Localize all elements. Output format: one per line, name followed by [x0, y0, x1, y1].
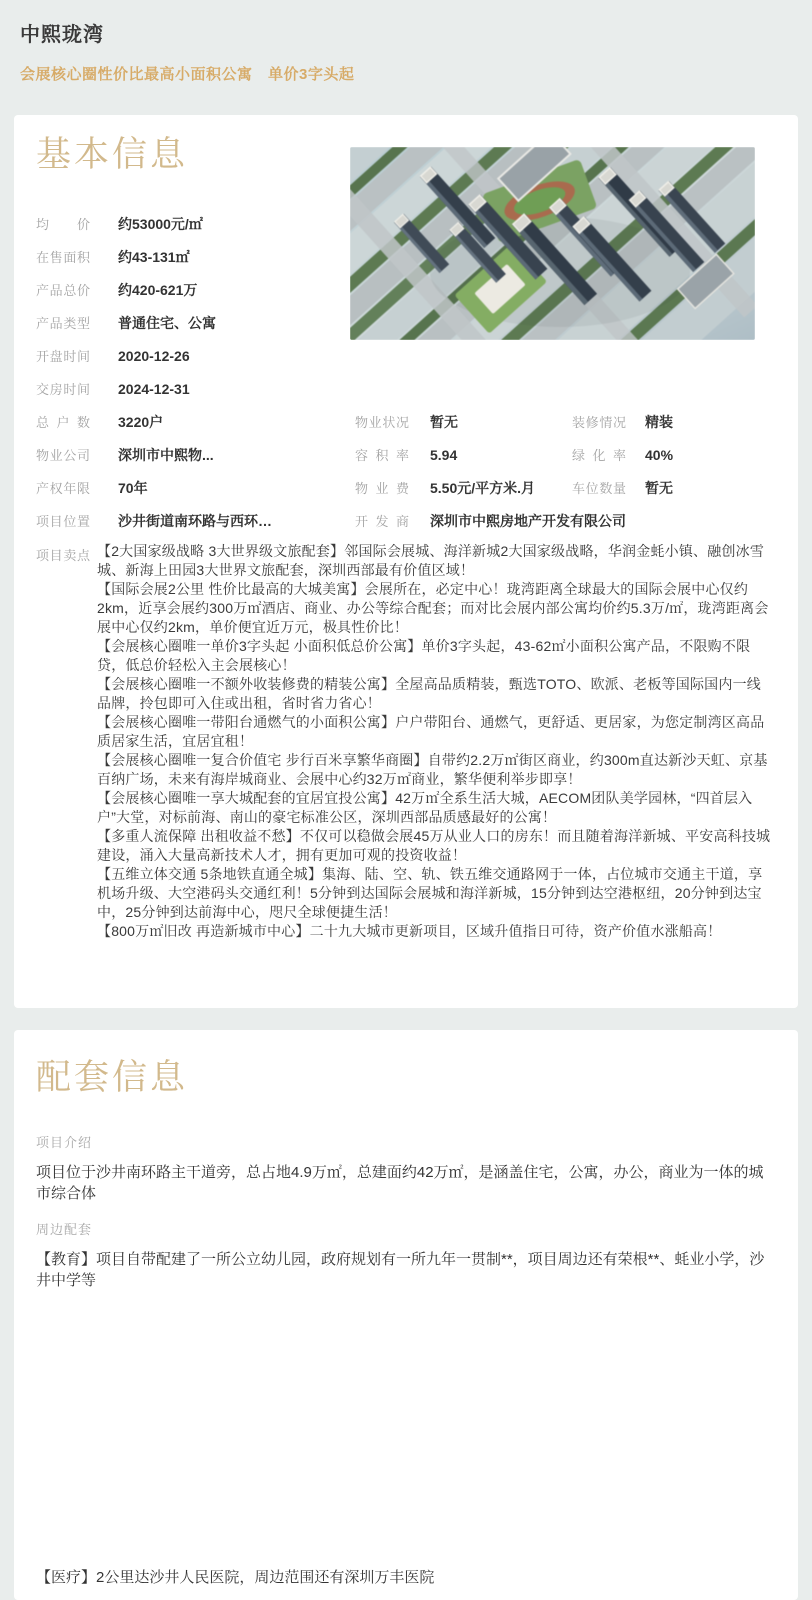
field-value: 暂无	[430, 413, 458, 430]
field-label: 开发商	[355, 514, 409, 529]
field-label: 产品总价	[36, 283, 90, 298]
property-aerial-image[interactable]	[350, 147, 755, 340]
selling-point-item: 【多重人流保障 出租收益不愁】不仅可以稳做会展45万从业人口的房东！而且随着海洋新城、平安高科技城建设，涌入大量高新技术人才，拥有更加可观的投资收益！	[97, 828, 771, 863]
facilities-card	[14, 1030, 798, 1600]
page-subtitle: 会展核心圈性价比最高小面积公寓 单价3字头起	[20, 66, 355, 83]
intro-text: 项目位于沙井南环路主干道旁，总占地4.9万㎡，总建面约42万㎡，是涵盖住宅，公寓，办公，商业为一体的城市综合体	[36, 1164, 764, 1202]
field-label: 产权年限	[36, 481, 90, 496]
field-label: 在售面积	[36, 250, 90, 265]
selling-point-item: 【会展核心圈唯一带阳台通燃气的小面积公寓】户户带阳台、通燃气，更舒适、更居家，为您定制湾区高品质居家生活，宜居宜租！	[97, 714, 765, 749]
field-label: 开盘时间	[36, 349, 90, 364]
field-label: 物业费	[355, 481, 409, 496]
selling-point-item: 【会展核心圈唯一不额外收装修费的精装公寓】全屋高品质精装，甄选TOTO、欧派、老板等国际国内一线品牌，拎包即可入住或出租，省时省力省心！	[97, 676, 761, 711]
selling-points-label: 项目卖点	[36, 548, 90, 563]
field-label: 均价	[36, 217, 90, 232]
field-value: 5.94	[430, 446, 458, 463]
selling-point-item: 【会展核心圈唯一享大城配套的宜居宜投公寓】42万㎡全系生活大城，AECOM团队美学园林，“四首层入户”大堂，对标前海、南山的豪宅标准公区，深圳西部品质感最好的公寓！	[97, 790, 753, 825]
selling-point-item: 【会展核心圈唯一复合价值宅 步行百米享繁华商圈】自带约2.2万㎡街区商业，约300m直达新沙天虹、京基百纳广场，未来有海岸城商业、会展中心约32万㎡商业，繁华便利举步即享！	[97, 752, 768, 787]
field-value: 70年	[118, 479, 148, 496]
selling-point-item: 【会展核心圈唯一单价3字头起 小面积低总价公寓】单价3字头起，43-62㎡小面积公寓产品，不限购不限贷，低总价轻松入主会展核心！	[97, 638, 751, 673]
field-label: 产品类型	[36, 316, 90, 331]
page-title: 中熙珑湾	[20, 24, 104, 46]
info-row	[36, 471, 776, 504]
field-value: 深圳市中熙物...	[118, 446, 214, 463]
field-value: 暂无	[645, 479, 673, 496]
field-value: 精装	[645, 413, 673, 430]
education-text: 【教育】项目自带配建了一所公立幼儿园，政府规划有一所九年一贯制**，项目周边还有荣根**、蚝业小学，沙井中学等	[36, 1251, 765, 1289]
field-label: 绿化率	[572, 448, 626, 463]
field-value: 约43-131㎡	[118, 248, 190, 265]
selling-points-section	[36, 542, 776, 941]
selling-point-item: 【五维立体交通 5条地铁直通全城】集海、陆、空、轨、铁五维交通路网于一体，占位城市交通主干道，享机场升级、大空港码头交通红利！5分钟到达国际会展城和海洋新城，15分钟到达空港枢纽，20分钟到达宝中，25分钟到达前海中心，咫尺全球便捷生活！	[97, 866, 763, 920]
field-value: 深圳市中熙房地产开发有限公司	[430, 512, 626, 529]
field-label: 物业状况	[355, 415, 409, 430]
selling-point-item: 【800万㎡旧改 再造新城市中心】二十九大城市更新项目，区域升值指日可待，资产价值水涨船高！	[97, 923, 722, 939]
facilities-heading: 配套信息	[36, 1058, 189, 1097]
field-value: 2020-12-26	[118, 347, 190, 364]
surrounding-section-label: 周边配套	[36, 1222, 93, 1237]
basic-info-card	[14, 115, 798, 1008]
info-row	[36, 438, 776, 471]
field-value: 2024-12-31	[118, 380, 190, 397]
field-label: 装修情况	[572, 415, 626, 430]
info-row	[36, 372, 776, 405]
medical-text: 【医疗】2公里达沙井人民医院，周边范围还有深圳万丰医院	[36, 1569, 435, 1586]
info-row	[36, 504, 776, 537]
field-value: 40%	[645, 446, 674, 463]
field-label: 项目位置	[36, 514, 90, 529]
field-label: 容积率	[355, 448, 409, 463]
field-label: 车位数量	[572, 481, 626, 496]
field-value: 普通住宅、公寓	[118, 314, 216, 331]
field-value: 3220户	[118, 413, 164, 430]
field-label: 总户数	[36, 415, 90, 430]
info-row	[36, 339, 776, 372]
selling-point-item: 【2大国家级战略 3大世界级文旅配套】邻国际会展城、海洋新城2大国家级战略，华润金蚝小镇、融创冰雪城、新海上田园3大世界文旅配套，深圳西部最有价值区域！	[97, 543, 765, 578]
field-value: 约53000元/㎡	[118, 215, 203, 232]
field-label: 交房时间	[36, 382, 90, 397]
field-value: 约420-621万	[118, 281, 198, 298]
field-label: 物业公司	[36, 448, 90, 463]
field-value: 沙井街道南环路与西环…	[118, 512, 272, 529]
basic-info-heading: 基本信息	[36, 135, 189, 174]
intro-section-label: 项目介绍	[36, 1135, 93, 1150]
selling-point-item: 【国际会展2公里 性价比最高的大城美寓】会展所在，必定中心！珑湾距离全球最大的国际会展中心仅约2km，近享会展约300万㎡酒店、商业、办公等综合配套；而对比会展内部公寓均价约5.3万/㎡，珑湾距离会展中心仅约2km，单价便宜近万元，极具性价比！	[97, 581, 769, 635]
field-value: 5.50元/平方米.月	[430, 479, 536, 496]
selling-points-text	[97, 542, 772, 941]
info-row	[36, 405, 776, 438]
page-header	[0, 0, 812, 84]
aerial-render-graphic	[350, 147, 755, 340]
